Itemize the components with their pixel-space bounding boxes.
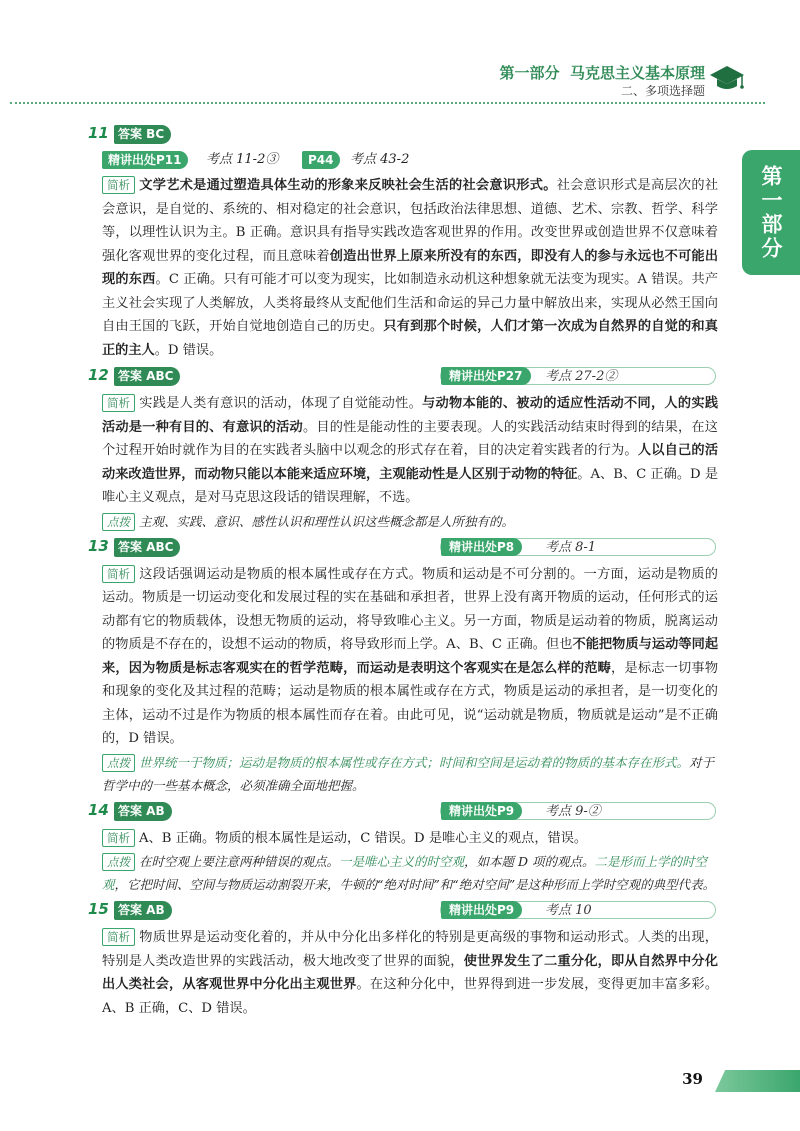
exam-point: 考点 10 [545, 903, 592, 918]
source-reference [440, 802, 716, 820]
side-tab[interactable]: 第一部分 [742, 150, 800, 275]
question-number: 13 [88, 536, 109, 555]
highlight-text: 世界统一于物质；运动是物质的根本属性或存在方式；时间和空间是运动着的物质的基本存在形式。 [139, 754, 690, 770]
question-number: 12 [88, 366, 109, 384]
question-header [88, 900, 718, 922]
source-tag: 精讲出处P8 [441, 538, 522, 556]
answer-badge: 答案 ABC [114, 367, 180, 386]
answer-badge: 答案 BC [114, 125, 171, 144]
tip-label: 点拨 [102, 513, 135, 531]
source-tag: 精讲出处P11 [102, 151, 188, 169]
source-reference [440, 538, 716, 556]
key-point-text: 创造出世界上原来所没有的东西，即没有人的参与永远也不可能出现的东西 [102, 248, 719, 287]
analysis-segment: 。在这种分化中，世界得到进一步发展，变得更加丰富多彩。A、B 正确，C、D 错误。 [102, 977, 719, 1016]
analysis-segment: 实践是人类有意识的活动，体现了自觉能动性。 [139, 396, 423, 411]
question-number: 11 [88, 124, 109, 142]
tip-label: 点拨 [102, 853, 135, 871]
tip-segment: 对于哲学中的一些基本概念，必须准确全面地把握。 [102, 754, 715, 793]
analysis-segment: 。C 正确。只有可能才可以变为现实，比如制造永动机这种想象就无法变为现实。A 错误。共产主义社会实现了人类解放，人类将最终从支配他们生活和命运的异己力量中解放出来，实现从必然王国向自由王国的飞跃，开始自觉地创造自己的历史。 [102, 272, 719, 334]
analysis-segment: A、B 正确。物质的根本属性是运动，C 错误。D 是唯心主义的观点，错误。 [139, 830, 588, 846]
analysis-segment: 。A、B、C 正确。D 是唯心主义观点，是对马克思这段话的错误理解，不选。 [102, 466, 719, 505]
analysis-label: 简析 [102, 176, 135, 194]
key-point-text: 只有到那个时候，人们才第一次成为自然界的自觉的和真正的主人 [102, 319, 718, 358]
tip-segment: 主观、实践、意识、感性认识和理性认识这些概念都是人所独有的。 [139, 513, 515, 529]
highlight-text: 一是唯心主义的时空观 [339, 854, 465, 869]
answer-badge: 答案 AB [114, 802, 172, 821]
analysis-label: 简析 [102, 829, 135, 847]
source-tag: P44 [302, 151, 340, 169]
tip-text [88, 751, 718, 797]
question-header [88, 801, 718, 823]
exam-point: 考点 8-1 [545, 539, 597, 555]
key-point-text: 文学艺术是通过塑造具体生动的形象来反映社会生活的社会意识形式。 [139, 178, 557, 193]
analysis-text [88, 174, 718, 362]
tip-segment: ，它把时间、空间与物质运动割裂开来，牛顿的“绝对时间”和“绝对空间”是这种形而上学时空观的典型代表。 [114, 877, 716, 892]
header-title: 第一部分 马克思主义基本原理 [499, 64, 705, 82]
analysis-segment: 。D 错误。 [154, 342, 223, 358]
key-point-text: 使世界发生了二重分化，即从自然界中分化出人类社会，从客观世界中分化出主观世界 [102, 953, 718, 992]
source-tag: 精讲出处P9 [441, 802, 522, 820]
highlight-text: 二是形而上学的时空观 [102, 854, 708, 892]
source-tag: 精讲出处P27 [441, 367, 531, 385]
header-divider [10, 102, 765, 104]
question-block [88, 366, 718, 533]
tip-text [88, 510, 718, 533]
analysis-text [88, 827, 718, 851]
analysis-label: 简析 [102, 394, 135, 412]
exam-point: 考点 27-2② [545, 369, 618, 384]
analysis-segment: 社会意识形式是高层次的社会意识，是自觉的、系统的、相对稳定的社会意识，包括政治法律思想、道德、艺术、宗教、哲学、科学等，以理性认识为主。B 正确。意识具有指导实践改造客观世界的作用。改变世界或创造世界不仅意味着强化客观世界的变化过程，而且意味着 [102, 178, 719, 264]
answer-list [88, 120, 718, 1024]
answer-badge: 答案 AB [114, 901, 172, 920]
analysis-segment: ，是标志一切事物和现象的变化及其过程的范畴；运动是物质的根本属性或存在方式，物质是运动的承担者，是一切变化的主体，运动不过是作为物质的根本属性而存在着。由此可见，说“运动就是物质，物质就是运动”是不正确的，D 错误。 [102, 660, 719, 746]
key-point-text: 与动物本能的、被动的适应性活动不同，人的实践活动是一种有目的、有意识的活动 [102, 396, 719, 435]
graduation-cap-icon [709, 64, 745, 94]
question-block [88, 537, 718, 797]
analysis-label: 简析 [102, 928, 135, 946]
analysis-segment: 。目的性是能动性的主要表现。人的实践活动结束时得到的结果，在这个过程开始时就作为目的在实践者头脑中以观念的形式存在着，目的决定着实践者的行为。 [102, 419, 718, 458]
analysis-label: 简析 [102, 565, 135, 583]
page-number: 39 [682, 1070, 703, 1088]
exam-point: 考点 9-② [545, 803, 601, 819]
source-reference [440, 901, 716, 919]
exam-point: 考点 43-2 [350, 152, 410, 167]
key-point-text: 不能把物质与运动等同起来，因为物质是标志客观实在的哲学范畴，而运动是表明这个客观实在是怎么样的范畴 [102, 637, 719, 676]
analysis-text [88, 563, 718, 751]
question-header [88, 366, 718, 388]
analysis-text [88, 392, 718, 510]
analysis-segment: 物质世界是运动变化着的，并从中分化出多样化的特别是更高级的事物和运动形式。人类的出现，特别是人类改造世界的实践活动，极大地改变了世界的面貌， [102, 930, 718, 969]
header-subtitle: 二、多项选择题 [620, 84, 705, 98]
tip-segment: 在时空观上要注意两种错误的观点。 [139, 854, 340, 869]
tip-segment: ，如本题 D 项的观点。 [464, 854, 595, 869]
source-tag: 精讲出处P9 [441, 901, 522, 919]
source-reference [102, 150, 718, 172]
question-block [88, 801, 718, 897]
answer-badge: 答案 ABC [114, 538, 180, 557]
key-point-text: 人以自己的活动来改造世界，而动物只能以本能来适应环境，主观能动性是人区别于动物的特征 [102, 443, 719, 482]
question-block [88, 124, 718, 362]
analysis-text [88, 926, 718, 1020]
question-number: 15 [88, 900, 109, 918]
tip-label: 点拨 [102, 754, 135, 772]
question-header [88, 537, 718, 559]
analysis-segment: 这段话强调运动是物质的根本属性或存在方式。物质和运动是不可分割的。一方面，运动是物质的运动。物质是一切运动变化和发展过程的实在基础和承担者，世界上没有离开物质的运动，任何形式的运动都有它的物质载体，设想无物质的运动，将导致唯心主义。另一方面，物质是运动着的物质，脱离运动的物质是不存在的，设想不运动的物质，将导致形而上学。A、B、C 正确。但也 [102, 566, 718, 652]
exam-point: 考点 11-2③ [206, 152, 279, 167]
tip-text [88, 850, 718, 896]
footer-bar [715, 1070, 800, 1092]
question-header [88, 124, 718, 146]
question-number: 14 [88, 800, 109, 819]
source-reference [440, 367, 716, 385]
question-block [88, 900, 718, 1020]
